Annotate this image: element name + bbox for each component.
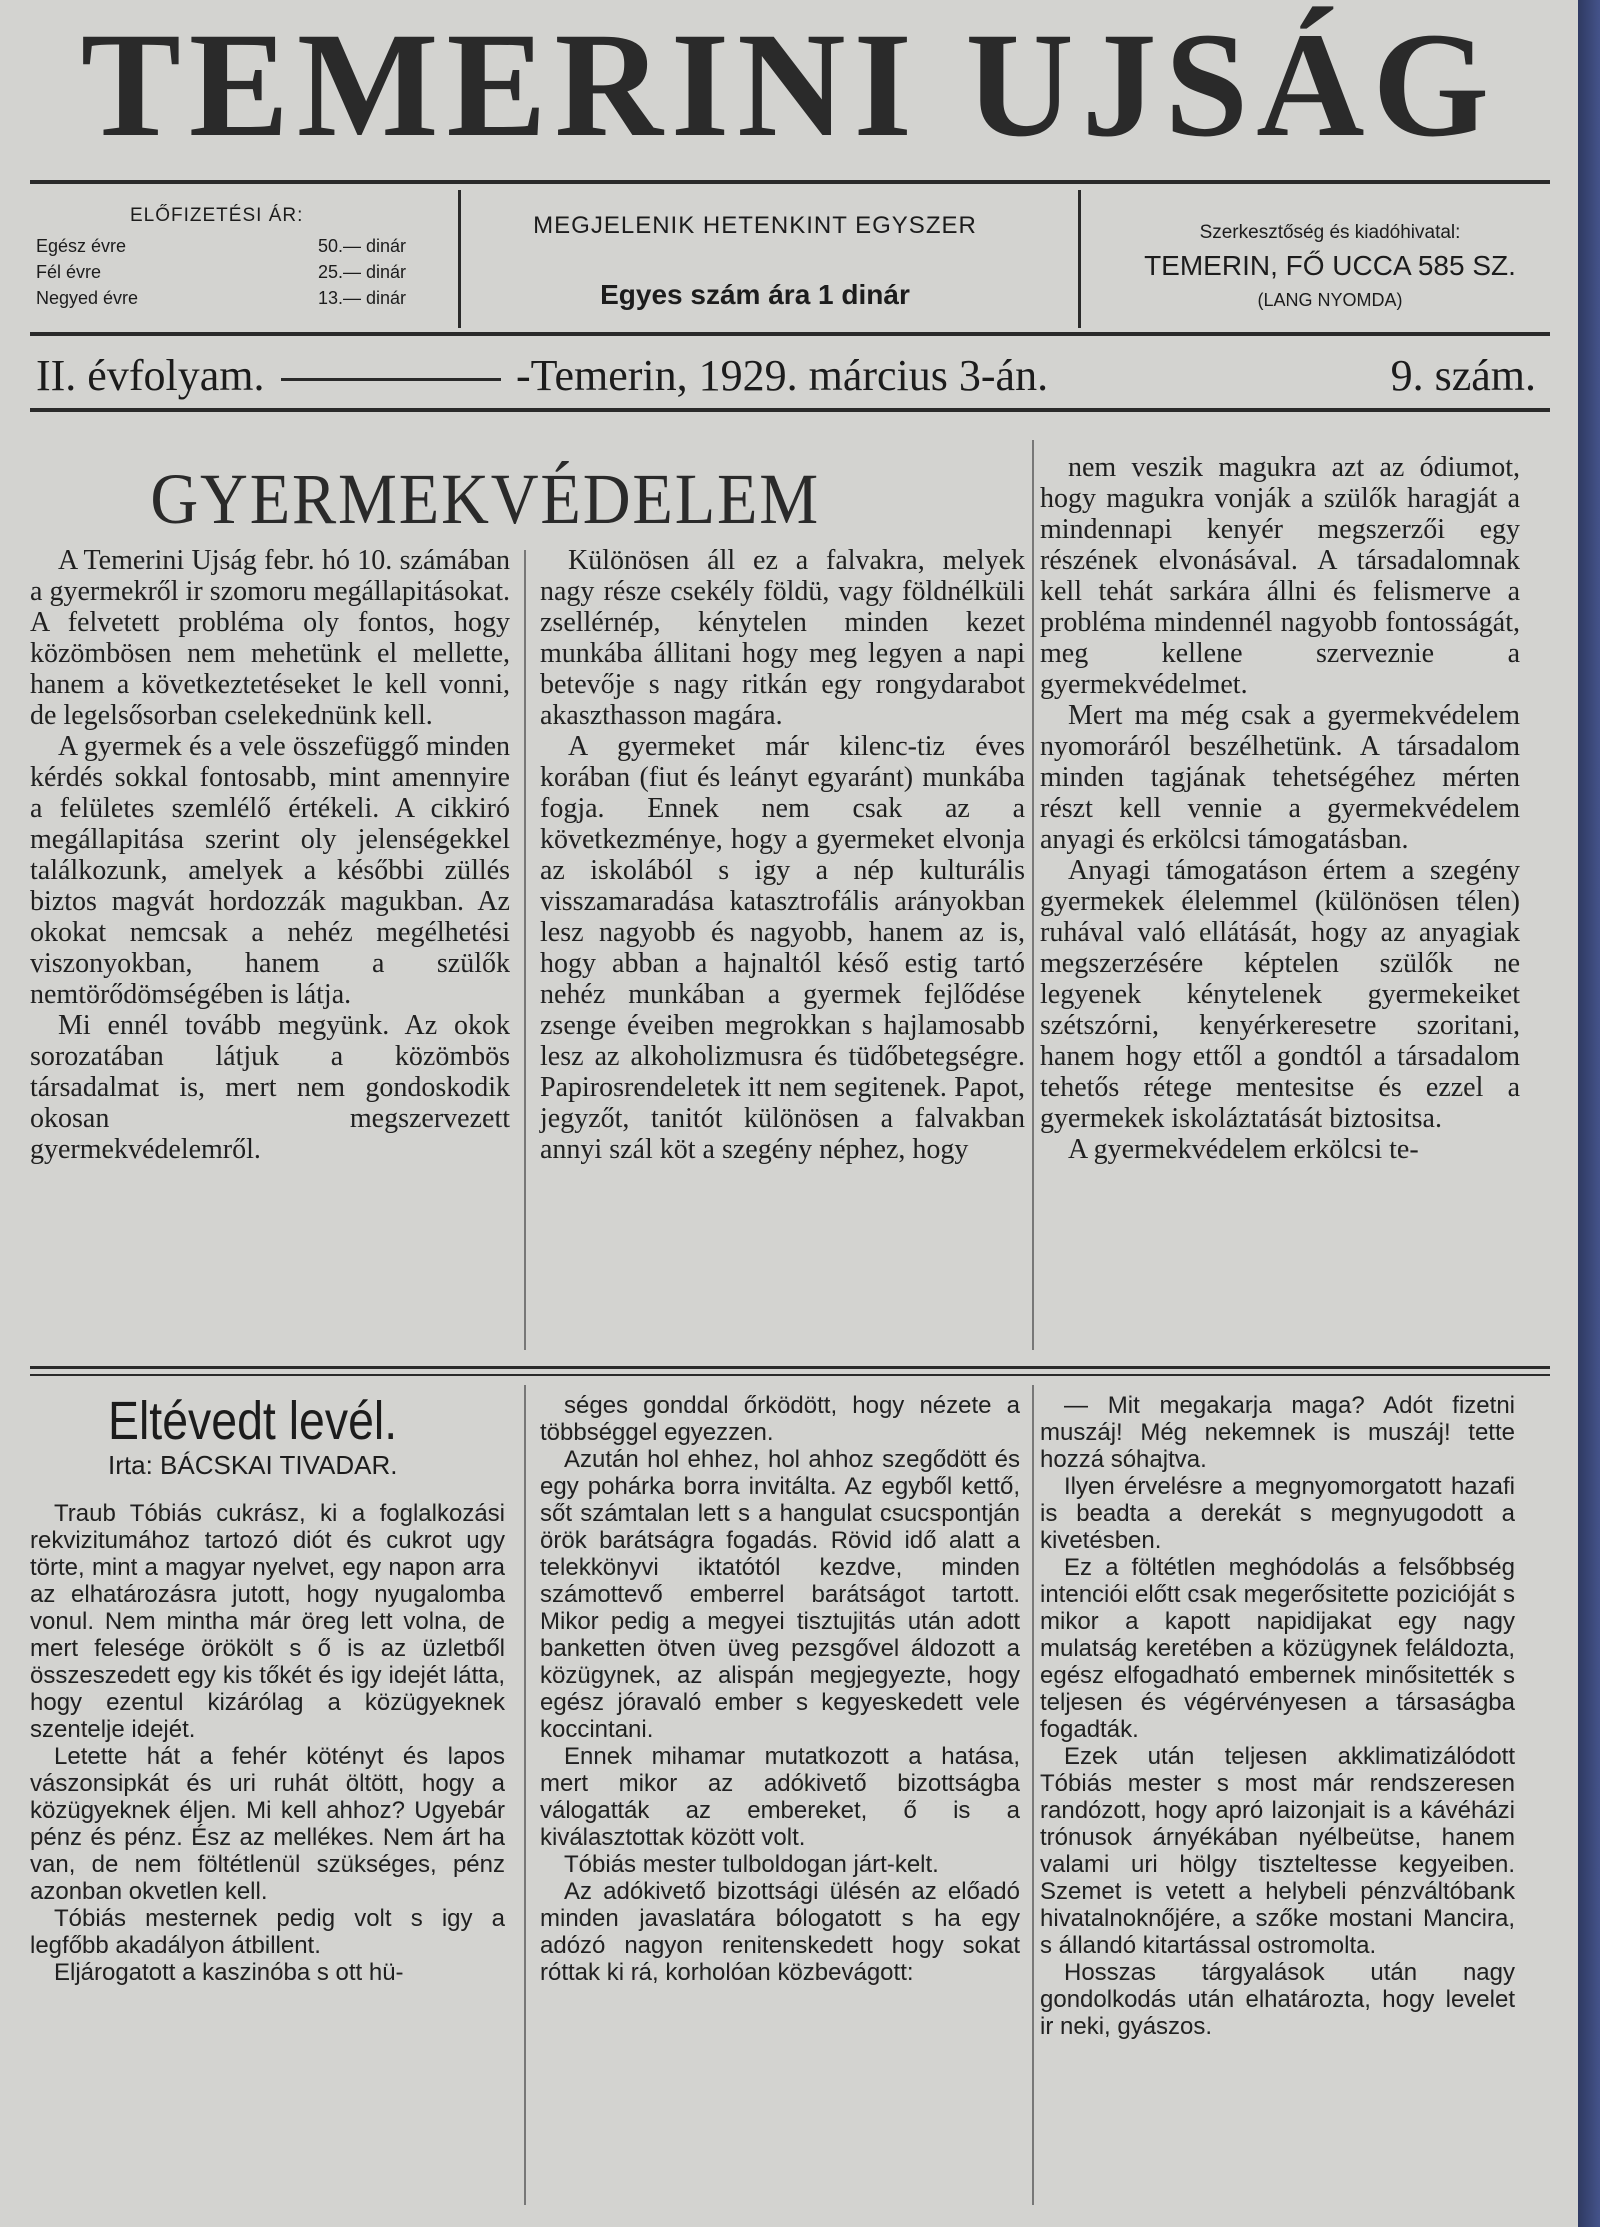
column-divider [1032,1385,1034,2205]
masthead-divider-left [458,190,461,328]
article-column [30,545,510,1165]
column-divider [524,1385,526,2205]
paragraph: Hosszas tárgyalások után nagy gondolkodás után elhatározta, hogy levelet ir neki, gyászos. [1040,1959,1515,2040]
editorial-office-label: Szerkesztőség és kiadóhivatal: [1199,222,1461,243]
binding-edge [1578,0,1600,2227]
paragraph: Különösen áll ez a falvakra, melyek nagy része csekély földü, vagy földnélküli zsellérnép, kénytelen minden kezet munkába állitani hogy meg legyen a napi betevője s nagy ritkán egy rongydarabot akaszthasson magára. [540,545,1025,731]
paragraph: Azután hol ehhez, hol ahhoz szegődött és egy pohárka borra invitálta. Az egyből kettő, sőt számtalan lett s a hangulat csucspontján örök barátságra fogadás. Rövid idő alatt a telekkönyvi iktatótól kezdve, minden számottevő emberrel barátságot tartott. Mikor pedig a megyei tisztujitás után adott banketten ötven üveg pezsgővel áldozott a közügynek, az alispán megjegyezte, hogy egész jóravaló ember s kegyeskedett vele koccintani. [540,1446,1020,1743]
paragraph: A Temerini Ujság febr. hó 10. számában a gyermekről ir szomoru megállapitásokat. A felvetett probléma oly fontos, hogy közömbösen nem mehetünk el mellette, hanem a következtetéseket le kell vonni, de legelsősorban cselekednünk kell. [30,545,510,731]
masthead-top-rule [30,180,1550,184]
paragraph: nem veszik magukra azt az ódiumot, hogy magukra vonják a szülők haragját a mindennapi kenyér megszerzői egy részének elvonásával. A társadalomnak kell tehát sarkára állni és felismerve a probléma mindennél nagyobb fontosságát, meg kellene szerveznie a gyermekvédelmet. [1040,452,1520,700]
subscription-price: 50.— dinár [318,236,407,256]
subscription-label: Egész évre [36,236,127,256]
paragraph: A gyermek és a vele összefüggő minden kérdés sokkal fontosabb, mint amennyire a felületes szemlélő értékeli. A cikkiró megállapitása szerint oly jelenségekkel találkozunk, amelyek a későbbi züllés biztos magvát hordozzák magukban. Az okokat nemcsak a nehéz megélhetési viszonyokban, hanem a szülők nemtörődömségében is látja. [30,731,510,1010]
paragraph: Ezek után teljesen akklimatizálódott Tóbiás mester s most már rendszeresen randózott, hogy apró laizonjait is a kávéházi trónusok árnyékában nyélbeütse, hanem valami uri hölgy tiszteltesse kegyeiben. Szemet is vetett a helybeli pénzváltóbank hivatalnoknőjére, a szőke mostani Mancira, s állandó kitartással ostromolta. [1040,1743,1515,1959]
article-column [540,545,1025,1165]
masthead-bottom-rule [30,332,1550,336]
column-divider [1032,440,1034,1350]
volume-label: II. évfolyam. [36,351,265,400]
paragraph: Ilyen érvelésre a megnyomorgatott hazafi is beadta a derekát s megnyugodott a kivetésben. [1040,1473,1515,1554]
article-column [1040,452,1520,1165]
paragraph: Mert ma még csak a gyermekvédelem nyomoráról beszélhetünk. A társadalom minden tagjának tehetségéhez mérten részt kell vennie a gyermekvédelem anyagi és erkölcsi támogatásban. [1040,700,1520,855]
masthead-title: TEMERINI UJSÁG [80,2,1498,168]
paragraph: Ez a föltétlen meghódolás a felsőbbség intenciói előtt csak megerősitette pozicióját s mikor a kapott napidijakat egy nagy mulatság keretében a közügynek feláldozta, egész elfogadható embernek minősitették s teljesen és végérvényesen a társaságba fogadták. [1040,1554,1515,1743]
dateline [36,348,1536,404]
paragraph: Tóbiás mester tulboldogan járt-kelt. [564,1851,939,1878]
article-separator-rule [30,1374,1550,1376]
issue-number: 9. szám. [1390,351,1536,400]
article-byline: Irta: BÁCSKAI TIVADAR. [108,1450,398,1480]
paragraph: Anyagi támogatáson értem a szegény gyermekek élelemmel (különösen télen) ruhával való ellátását, hogy az anyagiak megszerzésére képtelen szülők ne legyenek kénytelenek gyermekeiket szétszórni, kenyérkeresetre szoritani, hanem hogy ettől a gondtól a társadalom tehetős rétege mentesitse és ezzel a gyermekek iskoláztatását biztositsa. [1040,855,1520,1134]
masthead-divider-right [1078,190,1081,328]
single-issue-price: Egyes szám ára 1 dinár [600,279,910,310]
article-separator-rule [30,1366,1550,1369]
paragraph: séges gonddal őrködött, hogy nézete a többséggel egyezzen. [540,1392,1020,1446]
dateline-rule [30,408,1550,412]
paragraph: A gyermeket már kilenc-tiz éves korában (fiut és leányt egyaránt) munkába fogja. Ennek nem csak az a következménye, hogy a gyermeket elvonja az iskolából s igy a nép kulturális visszamaradása katasztrofális arányokban lesz nagyobb és nagyobb, hanem az is, hogy abban a hajnaltól késő estig tartó nehéz munkában a gyermek fejlődése zsenge éveiben megrokkan s hajlamosabb lesz az alkoholizmusra és tüdőbetegségre. Papirosrendeletek itt nem segitenek. Papot, jegyzőt, tanitót különösen a falvakban annyi szál köt a szegény néphez, hogy [540,731,1025,1165]
article-column [540,1392,1020,1986]
paragraph: A gyermekvédelem erkölcsi te- [1068,1134,1419,1165]
article-column [1040,1392,1515,2040]
editorial-office-address: TEMERIN, FŐ UCCA 585 SZ. [1144,250,1516,281]
article-title: Eltévedt levél. [108,1391,398,1451]
paragraph: Letette hát a fehér kötényt és lapos vászonsipkát és uri ruhát öltött, hogy a közügyeknek éljen. Mi kell ahhoz? Ugyebár pénz és pénz. Ész az mellékes. Nem árt ha van, de nem föltétlenül szükséges, pénz azonban okvetlen kell. [30,1743,505,1905]
paragraph: Mi ennél tovább megyünk. Az okok sorozatában látjuk a közömbös társadalmat is, mert nem gondoskodik okosan megszervezett gyermekvédelemről. [30,1010,510,1165]
column-divider [524,550,526,1350]
subscription-price: 25.— dinár [318,262,407,282]
publication-frequency: MEGJELENIK HETENKINT EGYSZER [533,212,977,239]
dateline-dash [281,378,501,381]
paragraph: Ennek mihamar mutatkozott a hatása, mert mikor az adókivető bizottságba válogatták az embereket, ő is a kiválasztottak között volt. [540,1743,1020,1851]
subscription-heading: ELŐFIZETÉSI ÁR: [130,205,304,226]
article-headline: GYERMEKVÉDELEM [150,459,821,539]
paragraph: Eljárogatott a kaszinóba s ott hü- [54,1959,404,1986]
paragraph: Traub Tóbiás cukrász, ki a foglalkozási rekvizitumához tartozó diót és cukrot ugy törte, mint a magyar nyelvet, egy napon arra az elhatározásra jutott, hogy nyugalomba vonul. Nem mintha már öreg lett volna, de mert felesége örökölt s ő is az üzletből összeszedett egy kis tőkét és igy idejét látta, hogy ezentul kizárólag a közügyeknek szentelje idejét. [30,1500,505,1743]
paragraph: Az adókivető bizottsági ülésén az előadó minden javaslatára bólogatott s ha egy adózó nagyon renitenskedett hogy sokat róttak ki rá, korholóan közbevágott: [540,1878,1020,1986]
subscription-label: Fél évre [36,262,102,282]
paragraph: — Mit megakarja maga? Adót fizetni muszáj! Még nekemnek is muszáj! tette hozzá sóhajtva. [1040,1392,1515,1473]
subscription-price: 13.— dinár [318,288,407,308]
article-column [30,1500,505,1986]
printer-name: (LANG NYOMDA) [1257,290,1403,310]
subscription-label: Negyed évre [36,288,139,308]
place-date: -Temerin, 1929. március 3-án. [516,351,1049,400]
paragraph: Tóbiás mesternek pedig volt s igy a legfőbb akadályon átbillent. [30,1905,505,1959]
